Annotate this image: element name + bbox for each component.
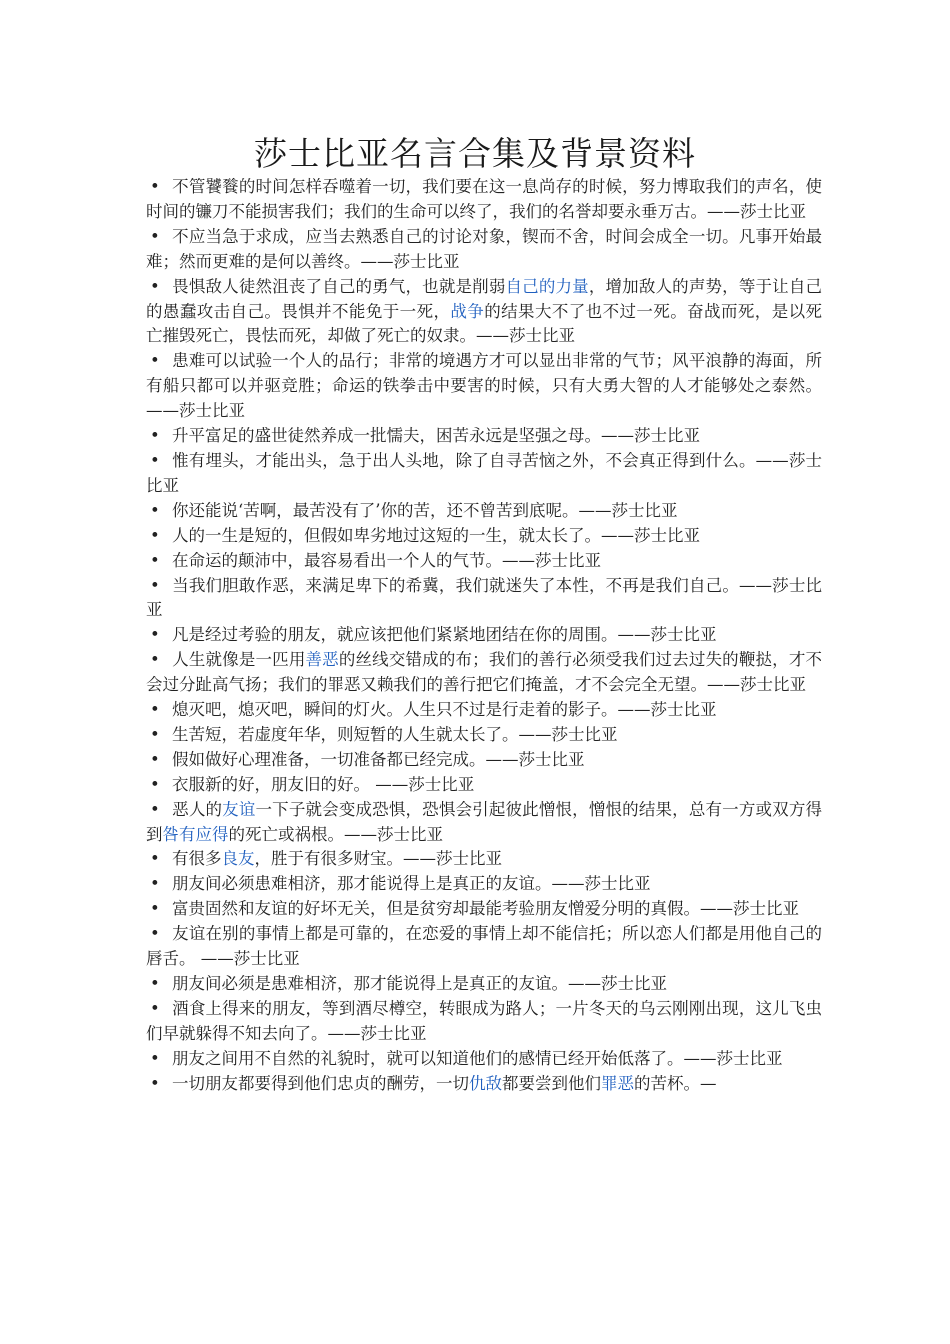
quote-item: [146, 349, 822, 424]
quote-item: [146, 275, 822, 350]
bullet-icon: •: [150, 550, 160, 570]
quote-list: [146, 175, 822, 1097]
quote-item: [146, 698, 822, 723]
bullet-icon: •: [150, 575, 160, 595]
inline-link[interactable]: 善恶: [305, 650, 339, 670]
quote-item: [146, 847, 822, 872]
quote-item: [146, 424, 822, 449]
quote-text: 熄灭吧，熄灭吧，瞬间的灯火。人生只不过是行走着的影子。——莎士比亚: [172, 700, 717, 720]
quote-item: [146, 798, 822, 848]
quote-text: 你还能说‘苦啊，最苦没有了’你的苦，还不曾苦到底呢。——莎士比亚: [172, 500, 678, 520]
quote-text: 不应当急于求成，应当去熟悉自己的讨论对象，锲而不舍，时间会成全一切。凡事开始最难；然而更难的是何以善终。——莎士比亚: [146, 226, 822, 271]
quote-text: 当我们胆敢作恶，来满足卑下的希冀，我们就迷失了本性，不再是我们自己。——莎士比亚: [146, 575, 822, 620]
quote-text: 朋友间必须是患难相济，那才能说得上是真正的友谊。——莎士比亚: [172, 974, 667, 993]
bullet-icon: •: [150, 799, 160, 819]
bullet-icon: •: [150, 899, 160, 919]
quote-text: 升平富足的盛世徒然养成一批懦夫，困苦永远是坚强之母。——莎士比亚: [172, 426, 700, 446]
quote-text: 酒食上得来的朋友，等到酒尽樽空，转眼成为路人；一片冬天的乌云刚刚出现，这儿飞虫们早就躲得不知去向了。——莎士比亚: [146, 998, 822, 1043]
quote-text: 的苦杯。—: [634, 1073, 717, 1093]
quote-text: 畏惧敌人徒然沮丧了自己的勇气，也就是削弱: [172, 276, 506, 296]
quote-text: 凡是经过考验的朋友，就应该把他们紧紧地团结在你的周围。——莎士比亚: [172, 625, 717, 645]
quote-item: [146, 499, 822, 524]
quote-text: 一切朋友都要得到他们忠贞的酬劳，一切: [172, 1073, 469, 1093]
document-title: 莎士比亚名言合集及背景资料: [254, 134, 696, 173]
quote-text: 假如做好心理准备，一切准备都已经完成。——莎士比亚: [172, 749, 585, 769]
bullet-icon: •: [150, 998, 160, 1018]
quote-text: 有很多: [172, 849, 222, 869]
bullet-icon: •: [150, 924, 160, 944]
inline-link[interactable]: 自己的力量: [505, 276, 589, 296]
bullet-icon: •: [150, 177, 160, 196]
bullet-icon: •: [150, 974, 160, 993]
quote-item: [146, 723, 822, 748]
quote-text: 衣服新的好，朋友旧的好。 ——莎士比亚: [172, 774, 475, 794]
quote-text: 的结果大不了也不过一死。奋战而死，是以死亡摧毁死亡，畏怯而死，却做了死亡的奴隶。——莎士比亚: [146, 301, 823, 346]
quote-text: 惟有埋头，才能出头，急于出人头地，除了自寻苦恼之外，不会真正得到什么。——莎士比亚: [146, 450, 822, 495]
quote-text: ，增加敌人的声势，等于让自己的愚蠢攻击自己。畏惧并不能免于一死，: [146, 276, 823, 321]
quote-item: [146, 997, 822, 1047]
quote-text: 的死亡或祸根。——莎士比亚: [228, 824, 443, 844]
quote-item: [146, 623, 822, 648]
bullet-icon: •: [150, 849, 160, 869]
quote-item: [146, 449, 822, 499]
quote-item: [146, 175, 822, 225]
quote-text: 朋友间必须患难相济，那才能说得上是真正的友谊。——莎士比亚: [172, 874, 651, 894]
quote-text: 富贵固然和友谊的好坏无关，但是贫穷却最能考验朋友憎爱分明的真假。——莎士比亚: [172, 899, 799, 919]
quote-text: 友谊在别的事情上都是可靠的，在恋爱的事情上却不能信托；所以恋人们都是用他自己的唇舌。 ——莎士比亚: [146, 924, 822, 969]
bullet-icon: •: [150, 625, 160, 645]
quote-text: 一下子就会变成恐惧，恐惧会引起彼此憎恨，憎恨的结果，总有一方或双方得到: [146, 799, 823, 844]
bullet-icon: •: [150, 426, 160, 446]
quote-text: 的丝线交错成的布；我们的善行必须受我们过去过失的鞭挞，才不会过分趾高气扬；我们的罪恶又赖我们的善行把它们掩盖，才不会完全无望。——莎士比亚: [146, 650, 823, 695]
quote-text: ，胜于有很多财宝。——莎士比亚: [254, 849, 502, 869]
quote-item: [146, 773, 822, 798]
quote-item: [146, 574, 822, 624]
bullet-icon: •: [150, 226, 160, 246]
inline-link[interactable]: 咎有应得: [162, 824, 229, 844]
bullet-icon: •: [150, 525, 160, 545]
inline-link[interactable]: 良友: [221, 849, 255, 869]
bullet-icon: •: [150, 774, 160, 794]
inline-link[interactable]: 战争: [450, 301, 485, 321]
quote-item: [146, 648, 822, 698]
inline-link[interactable]: 罪恶: [601, 1073, 634, 1093]
quote-item: [146, 748, 822, 773]
quote-item: [146, 897, 822, 922]
bullet-icon: •: [150, 276, 160, 296]
quote-text: 不管饕餮的时间怎样吞噬着一切，我们要在这一息尚存的时候，努力博取我们的声名，使时间的镰刀不能损害我们；我们的生命可以终了，我们的名誉却要永垂万古。——莎士比亚: [146, 177, 822, 221]
quote-item: [146, 1047, 822, 1072]
quote-item: [146, 225, 822, 275]
quote-text: 生苦短，若虚度年华，则短暂的人生就太长了。——莎士比亚: [172, 724, 618, 744]
bullet-icon: •: [150, 724, 160, 744]
bullet-icon: •: [150, 700, 160, 720]
bullet-icon: •: [150, 1073, 160, 1093]
quote-text: 患难可以试验一个人的品行；非常的境遇方才可以显出非常的气节；风平浪静的海面，所有船只都可以并驱竞胜；命运的铁拳击中要害的时候，只有大勇大智的人才能够处之泰然。——莎士比亚: [146, 351, 822, 421]
quote-item: [146, 549, 822, 574]
quote-item: [146, 922, 822, 972]
quote-text: 人生就像是一匹用: [172, 650, 306, 670]
quote-item: [146, 872, 822, 897]
quote-item: [146, 524, 822, 549]
quote-item: [146, 1072, 822, 1097]
bullet-icon: •: [150, 749, 160, 769]
quote-item: [146, 972, 822, 997]
bullet-icon: •: [150, 450, 160, 470]
bullet-icon: •: [150, 1048, 160, 1068]
bullet-icon: •: [150, 351, 160, 371]
inline-link[interactable]: 仇敌: [469, 1073, 502, 1093]
inline-link[interactable]: 友谊: [222, 799, 256, 819]
quote-text: 恶人的: [172, 799, 223, 819]
quote-text: 都要尝到他们: [502, 1073, 601, 1093]
quote-text: 在命运的颠沛中，最容易看出一个人的气节。——莎士比亚: [172, 550, 601, 570]
bullet-icon: •: [150, 650, 160, 670]
quote-text: 朋友之间用不自然的礼貌时，就可以知道他们的感情已经开始低落了。——莎士比亚: [172, 1048, 783, 1068]
bullet-icon: •: [150, 874, 160, 894]
quote-text: 人的一生是短的，但假如卑劣地过这短的一生，就太长了。——莎士比亚: [172, 525, 700, 545]
bullet-icon: •: [150, 500, 160, 520]
